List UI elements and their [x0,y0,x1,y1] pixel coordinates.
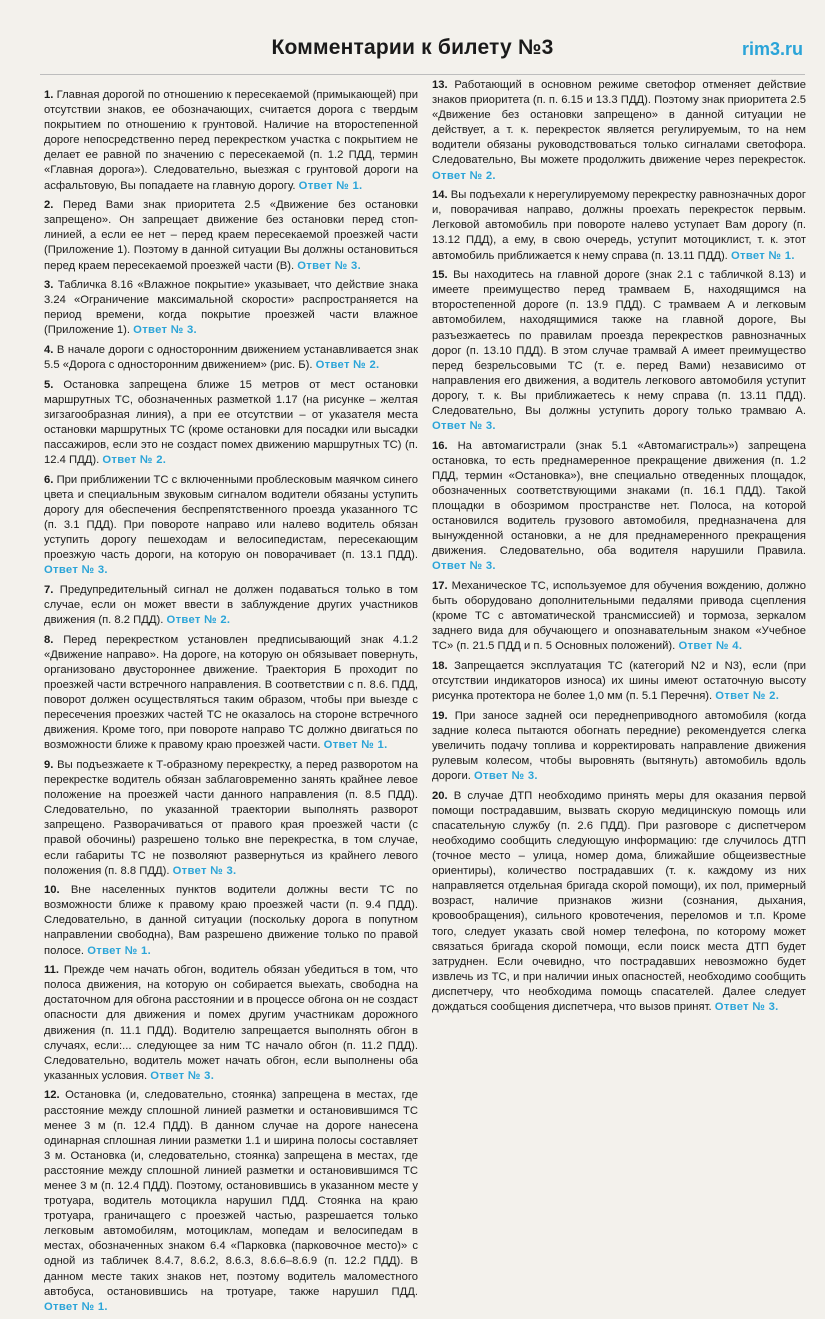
comment-text: Остановка (и, следовательно, стоянка) запрещена в местах, где расстояние между сплошной линией разметки и остановившимся ТС менее 3 м (п. 12.4 ПДД). В данном случае на дороге нанесена одинарная сплошная линии разметки 1.1 и ширина полосы составляет 3 м. Остановка (и, следовательно, стоянка) запрещена в местах, где расстояние между сплошной линией разметки и остановившимся ТС менее 3 м (п. 12.4 ПДД). Поэтому, остановившись в указанном месте у тротуара, водитель мотоцикла нарушил ПДД. Стоянка на краю тротуара, граничащего с проезжей частью, разрешается только легковым автомобилям, мотоциклам, мопедам и велосипедам в местах, обозначенных знаком 6.4 «Парковка (парковочное место)» с одной из табличек 8.4.7, 8.6.2, 8.6.3, 8.6.6–8.6.9 (п. 12.2 ПДД). В данном месте таких знаков нет, поэтому водитель маломестного автобуса, остановившись на тротуаре, также нарушил ПДД. [44,1089,418,1298]
comment-text: Остановка запрещена ближе 15 метров от мест остановки маршрутных ТС, обозначенных разметкой 1.17 (на рисунке – желтая зигзагообразная линия), а при ее отсутствии – от указателя места остановки маршрутных ТС (кроме остановки для посадки или высадки пассажиров, если это не создаст помех движению маршрутных ТС) (п. 12.4 ПДД). [44,378,418,467]
comment-number: 1. [44,89,54,101]
column-right [432,78,806,1319]
comment-20 [432,789,806,1015]
comment-17 [432,579,806,654]
comment-3 [44,278,418,338]
comment-number: 15. [432,269,448,282]
column-left [44,88,418,1319]
comment-text: Перед перекрестком установлен предписывающий знак 4.1.2 «Движение направо». На дороге, на которую он обязывает повернуть, организовано двустороннее движение. Траектория Б проходит по проезжей части встречного направления. В соответствии с п. 8.6. ПДД, поворот должен осуществляться таким образом, чтобы при выезде с пересечения проезжих частей ТС не оказалось на стороне встречного движения. Кроме того, при повороте направо ТС должно двигаться по возможности ближе к правому краю проезжей части. [44,633,418,752]
comment-text: Вы подъезжаете к Т-образному перекрестку, а перед разворотом на перекрестке водитель обязан заблаговременно занять крайнее левое положение на проезжей части данного направления (п. 8.5 ПДД). Следовательно, по указанной траектории выполнять разворот запрещено. Разворачиваться от правого края проезжей части (с правой обочины) разрешено только вне перекрестка, в том случае, если габариты ТС не позволяют развернуться из крайнего левого положения (п. 8.8 ПДД). [44,758,418,877]
comment-text: В начале дороги с односторонним движением устанавливается знак 5.5 «Дорога с односторонним движением» (рис. Б). [44,344,418,372]
comment-text: В случае ДТП необходимо принять меры для оказания первой помощи пострадавшим, вызвать скорую медицинскую помощь или спасательную службу (п. 2.6 ПДД). При разговоре с диспетчером необходимо сообщить следующую информацию: где случилось ДТП (точное место – улица, номер дома, ближайшие общеизвестные ориентиры), количество пострадавших (т. к. каждому из них направляется отдельная бригада скорой помощи), их пол, примерный возраст, наличие признаков жизни (сознания, дыхания, кровообращения), сильного кровотечения, переломов и т.п. Кроме того, следует указать свой номер телефона, по которому может связаться бригада скорой помощи, если поиск места ДТП будет затруднен. Если очевидно, что пострадавших невозможно будет извлечь из ТС, и при наличии иных опасностей, необходимо сообщить диспетчеру, что необходима помощь спасателей. Далее следует дождаться сообщения диспетчера, что вызов принят. [432,789,806,1014]
answer-label: Ответ № 2. [315,359,380,372]
answer-label: Ответ № 3. [44,564,108,577]
answer-label: Ответ № 2. [715,690,780,703]
comment-number: 20. [432,789,448,802]
answer-label: Ответ № 1. [87,944,152,957]
comment-number: 5. [44,378,54,391]
comment-16 [432,439,806,575]
answer-label: Ответ № 3. [432,560,496,573]
answer-label: Ответ № 4. [678,640,743,653]
comment-text: Работающий в основном режиме светофор отменяет действие знаков приоритета (п. п. 6.15 и 13.3 ПДД). Поэтому знак приоритета 2.5 «Движение без остановки запрещено» в данной ситуации не действует, а т. к. перекресток является регулируемым, то на нем водители обязаны руководствоваться только сигналами светофора. Следовательно, Вы можете продолжить движение через перекресток. [432,79,806,167]
comment-15 [432,268,806,434]
comment-text: Табличка 8.16 «Влажное покрытие» указывает, что действие знака 3.24 «Ограничение максимальной скорости» распространяется на период времени, когда покрытие проезжей части влажное (Приложение 1). [44,279,418,337]
answer-label: Ответ № 2. [432,169,496,182]
comment-text: Перед Вами знак приоритета 2.5 «Движение без остановки запрещено». Он запрещает движение без остановки перед стоп-линией, а если ее нет – перед краем пересекаемой проезжей части (Приложение 1). Поэтому в данной ситуации Вы должны остановиться перед краем пересекаемой проезжей части (В). [44,199,418,272]
comment-text: Вы находитесь на главной дороге (знак 2.1 с табличкой 8.13) и имеете преимущество перед трамваем Б, находящимся на второстепенной дороге (п. 13.9 ПДД). С трамваем А и легковым автомобилем, находящимися также на главной дороге, Вы разъезжаетесь по правилам проезда перекрестков равнозначных дорог (п. 13.10 ПДД). В этом случае трамвай А имеет преимущество перед безрельсовыми ТС (т. е. перед Вами) независимо от направления его движения, а водитель легкового автомобиля уступит дорогу, т. к. Вы приближаетесь к нему справа (п. 13.11 ПДД). Следовательно, Вы должны уступить дорогу только трамваю А. [432,269,806,417]
answer-label: Ответ № 3. [432,420,496,433]
comment-number: 4. [44,344,54,356]
answer-label: Ответ № 3. [714,1001,779,1014]
site-link[interactable]: rim3.ru [741,39,803,59]
answer-label: Ответ № 3. [133,324,197,337]
comment-text: Главная дорогой по отношению к пересекаемой (примыкающей) при отсутствии знаков, ее обозначающих, считается дорога с твердым покрытием по отношению к грунтовой. Наличие на второстепенной дороге непосредственно перед перекрестком участка с покрытием не делает ее равной по значению с пересекаемой (п. 1.2 ПДД, термин «Главная дорога»). Следовательно, выезжая с грунтовой дороги на асфальтовую, Вы попадаете на главную дорогу. [44,89,418,192]
comment-14 [432,188,806,263]
comment-number: 11. [44,964,60,977]
comment-number: 6. [44,473,54,486]
answer-label: Ответ № 3. [474,770,538,783]
answer-label: Ответ № 2. [102,454,167,467]
comment-number: 9. [44,758,54,771]
comment-text: При заносе задней оси переднеприводного автомобиля (когда задние колеса пытаются обогнать передние) рекомендуется слегка увеличить подачу топлива и корректировать направление движения рулевым колесом, чтобы выровнять (вытянуть) автомобиль вдоль дороги. [432,709,806,783]
answer-label: Ответ № 1. [323,739,388,752]
comment-1 [44,88,418,194]
comment-12 [44,1088,418,1314]
comment-text: Прежде чем начать обгон, водитель обязан убедиться в том, что полоса движения, на которую он собирается выехать, свободна на достаточном для обгона расстоянии и в процессе обгона он не создаст опасности для движения и помех другим участникам дорожного движения (п. 11.1 ПДД). Водителю запрещается выполнять обгон в случаях, если:... следующее за ним ТС начало обгон (п. 11.2 ПДД). Следовательно, водитель может начать обгон, если выполнены оба указанных условия. [44,964,418,1082]
comment-text: На автомагистрали (знак 5.1 «Автомагистраль») запрещена остановка, то есть преднамеренное прекращение движения (п. 1.2 ПДД, термин «Остановка»), вне специально отведенных площадок, обозначенных соответствующими знаками (п. 16.1 ПДД). Такой площадки в обозримом пространстве нет. Полоса, на которой остановился водитель грузового автомобиля, предназначена для вынужденной остановки, а не для преднамеренного прекращения движения. Следовательно, оба водителя нарушили Правила. [432,439,806,558]
comment-6 [44,473,418,579]
comment-19 [432,709,806,784]
answer-label: Ответ № 1. [44,1300,108,1313]
answer-label: Ответ № 3. [172,864,237,877]
answer-label: Ответ № 3. [150,1069,215,1082]
comment-number: 3. [44,279,54,292]
comment-text: Механическое ТС, используемое для обучения вождению, должно быть оборудовано дополнительными педалями привода сцепления (кроме ТС с автоматической трансмиссией) и тормоза, зеркалом заднего вида для обучающего и опознавательным знаком «Учебное ТС» (п. 21.5 ПДД и п. 5 Основных положений). [432,580,806,653]
comment-number: 10. [44,884,60,897]
comment-10 [44,883,418,958]
header [0,30,825,70]
comment-9 [44,758,418,879]
comment-number: 13. [432,79,448,91]
header-divider [40,74,805,75]
comment-number: 7. [44,583,54,596]
comment-13 [432,78,806,184]
comment-text: Вы подъехали к нерегулируемому перекрестку равнозначных дорог и, поворачивая направо, должны проехать перекресток первым. Легковой автомобиль при повороте налево уступает Вам дорогу (п. 13.12 ПДД), а ему, в свою очередь, уступит мотоциклист, т. к. этот автомобиль приближается к нему справа (п. 13.11 ПДД). [432,189,806,262]
comments-body [44,79,806,1319]
comment-number: 16. [432,439,448,452]
comment-number: 19. [432,709,448,722]
comment-text: Вне населенных пунктов водители должны вести ТС по возможности ближе к правому краю проезжей части (п. 9.4 ПДД). Следовательно, в данной ситуации (поскольку дорога в попутном направлении свободна), Вам разрешено движение только по правой полосе. [44,884,418,957]
comment-2 [44,198,418,273]
comment-text: Предупредительный сигнал не должен подаваться только в том случае, если он может ввести в заблуждение других участников движения (п. 8.2 ПДД). [44,583,418,627]
comment-number: 17. [432,580,448,592]
answer-label: Ответ № 1. [298,179,363,192]
comment-4 [44,343,418,373]
comment-18 [432,659,806,704]
comment-number: 8. [44,633,54,646]
comment-number: 2. [44,199,54,212]
comment-7 [44,583,418,628]
comment-number: 18. [432,659,448,672]
answer-label: Ответ № 1. [730,249,795,262]
comment-number: 12. [44,1089,60,1102]
comment-text: Запрещается эксплуатация ТС (категорий N2 и N3), если (при отсутствии индикаторов износа) их шины имеют остаточную высоту рисунка протектора не более 1,0 мм (п. 5.1 Перечня). [432,659,806,703]
answer-label: Ответ № 2. [166,614,231,627]
answer-label: Ответ № 3. [297,259,362,272]
comment-8 [44,633,418,754]
comment-11 [44,963,418,1084]
comment-5 [44,378,418,469]
page-title: Комментарии к билету №3 [271,36,554,59]
comment-number: 14. [432,189,448,202]
comment-text: При приближении ТС с включенными проблесковым маячком синего цвета и специальным звуковым сигналом водители обязаны уступить дорогу для обеспечения беспрепятственного проезда указанного ТС (п. 3.1 ПДД). При повороте направо или налево водитель обязан уступить дорогу пешеходам и велосипедистам, пересекающим проезжую часть дороги, на которую он поворачивает (п. 13.1 ПДД). [44,473,418,562]
